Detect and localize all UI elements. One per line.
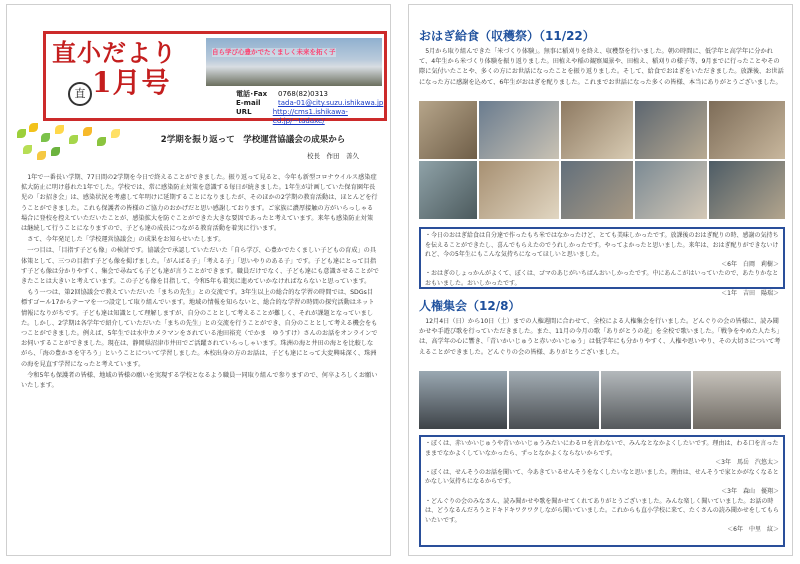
photo (635, 161, 707, 219)
paragraph: 12月4日（日）から10日（土）までの人権週間に合わせて、全校による人権集会を行いました。どんぐりの会の皆様に、読み聞かせや手遊び歌を行っていただきました。また、11月の今月の歌「ありがとうの花」を全校で歌いました。「戦争をやめた人たち」は、高学年の心に響き、「青いかいじゅうと赤いかいじゅう」は低学年にも分かりやすく、人権や思いやり、その大切さについて考えることができました。どんぐりの会の皆様、ありがとうございました。 (419, 318, 783, 356)
photo (709, 161, 785, 219)
paragraph: 5月から取り組んできた「米づくり体験」。無事に稲刈りを終え、収穫祭を行いました。朝の時間に、低学年と高学年に分かれて、4年生から米づくり体験を振り返りました。田植えや稲の観察風景や、田植え、稲刈りの様子等、9月までに行ったことやその際に気付いたことや、多くの方にお世話になったことを振り返りました。そして、給食でおはぎをいただきました。放課後、お世話になった方に感謝を込めて、6年生がおはぎを配りました。これまでお世話になった多くの皆様、本当にありがとうございました。 (419, 48, 784, 86)
comment-signature: ＜3年 森山 優翔＞ (721, 487, 779, 495)
paragraph: もう一つは、第2回協議会で教えていただいた「まちの先生」との交流です。3年生以上の総合的な学習の時間では、SDGs目標すゴール17からテーマを一つ設定して取り組んでいます。地域の情報を知らないと、総合的な学習の時間の探究活動はネット情報になりがちです。子ども達は知識として理解しますが、自分のこととして考えることが難しく、それが課題となっていました。しかし、2学期は各学年で紹介していただいた「まちの先生」との交流を行うことができ、自分のこととして考える機会をもつことができました。例えば、5年生では水中カメラマンをされている池田裕充（でかま ゆうすけ）さんのお話をオンラインでお伺いすることができました。現在は、静岡県沼津市井田でご活躍されていらっしゃいます。珠洲の海と井田の海とを比較しながら、「海の豊かさを守ろう」ということについて学習しました。本校出身の方のお話は、子ども達にとって大変興味深く、珠洲の海を見直す学習になったと考えています。 (21, 289, 378, 368)
comment-line: ・おはぎのしょっかんがよくて、ぼくは、ゴマのあじがいちばんおいしかったです。中にあんこがはいっていたので、あたりかなとおもいました。おいしかったです。 (425, 270, 779, 287)
photo (601, 371, 691, 429)
photo (419, 371, 507, 429)
school-slogan: 自ら学び心豊かでたくましく未来を拓く子 (212, 48, 336, 56)
comment-signature: ＜1年 吉田 陽瑞＞ (721, 289, 779, 297)
title-line-1: 直小だより (52, 38, 177, 67)
school-photo (206, 38, 382, 86)
email-label: E-mail (236, 99, 261, 107)
photo (693, 371, 781, 429)
photo (419, 161, 477, 219)
comment-box-ohagi (419, 227, 785, 297)
left-page (6, 4, 391, 556)
right-page (408, 4, 793, 556)
tel-value: 0768(82)0313 (278, 90, 328, 98)
comment-box-jinken (419, 435, 785, 547)
comment-signature: ＜6年 白岡 莉樹＞ (721, 260, 779, 268)
section-text-jinken (419, 317, 785, 358)
email-link[interactable]: tada-01@city.suzu.ishikawa.jp (278, 99, 384, 107)
contact-info (236, 90, 384, 126)
decorative-leaves-icon (15, 123, 133, 167)
article-title: 2学期を振り返って 学校運営協議会の成果から (160, 135, 346, 145)
comment-line: ・ぼくは、せんそうのお話を聞いて、今あきているせんそうをなくしたいなと思いました。理由は、せんそうで家とかがなくなるとかなしい気持ちになるからです。 (425, 468, 779, 486)
section-text-ohagi (419, 47, 785, 88)
photo (561, 161, 633, 219)
comment-line: ・今日のおはぎ給食は自分達で作ったもち米ではなかったけど、とても美味しかったです。放課後のおはぎ配りの時、感謝の気持ちを伝えることができたし、喜んでもらえたのでうれしかったです。やってよかったと思いました。来年は、おはぎ配りができないけれど、今の5年生にもこんな気持ちになってほしいと思いました。 (425, 232, 779, 259)
paragraph: 1年で一番長い学期、77日間の2学期を今日で終えることができました。振り返って見ると、今年も新型コロナウイルス感染症拡大防止に明け暮れた1年でした。学校では、常に感染防止対策を意識する毎日が続きました。1年生が計画していた保育園年長児の「お招き会」は、感染状況を考慮して年明けに延期することになりましたが、そのほかの2学期の教育活動は、ほとんどを行うことができました。これも保護者の皆様のご協力のおかげだと思い感謝しております。ご家族に濃厚接触の方がいらっしゃる場合に登校を控えていただいたことが、感染拡大を防ぐことができた大きな要因であったと考えています。来年も感染防止対策は継続して行うことになりますので、子ども達の成長につながる教育活動を着実に行います。 (21, 174, 378, 233)
article-author: 校長 作田 善久 (307, 152, 359, 160)
section-heading-ohagi: おはぎ給食（収穫祭）（11/22） (419, 29, 595, 43)
photo (709, 101, 785, 159)
photo-grid-ohagi (419, 101, 785, 219)
photo (479, 161, 559, 219)
photo (509, 371, 599, 429)
article-body (21, 173, 379, 392)
school-seal-icon: 直 (68, 82, 92, 106)
paragraph: 一つ目は、「目指す子ども像」の検討です。協議会で承認していただいた「自ら学び、心豊かでたくましい子どもの育成」の具体策として、三つの目指す子ども像を掲げました。「がんばる子」「考える子」「思いやりのある子」です。子ども達にとって目指す子ども像は分かりやすく、集会で尋ねても子ども達が言うことができます。職員だけでなく、子ども達にも意識させることができたことは大きいと考えています。この子ども像を目指して、令和5年も着実に進めていかなければならないと思っています。 (21, 247, 379, 286)
photo (479, 101, 559, 159)
title-line-2: 1月号 (92, 66, 171, 99)
photo-strip-jinken (419, 371, 785, 429)
photo (561, 101, 633, 159)
comment-line: ・ぼくは、赤いかいじゅうや青いかいじゅうみたいにわるロを言わないで、みんなとなかよくしたいです。理由は、わる口を言ったままでなかよくしていなかったら、ずっとなかよくならないからです。 (425, 440, 779, 457)
masthead (43, 31, 387, 125)
photo (635, 101, 707, 159)
url-link[interactable]: http://cms1.ishikawa-ed.jp/~tadaxe/ (272, 108, 348, 125)
url-label: URL (236, 108, 252, 116)
photo (419, 101, 477, 159)
paragraph: 令和5年も保護者の皆様、地域の皆様の願いを実現する学校となるよう職員一同取り組んで参りますので、何卒よろしくお願いいたします。 (21, 371, 378, 390)
comment-signature: ＜3年 馬岳 汽悠太＞ (715, 459, 779, 467)
comment-signature: ＜6年 中里 紋＞ (727, 526, 779, 534)
paragraph: さて、今年発足した「学校運営協議会」の成果をお知らせいたします。 (27, 236, 225, 244)
tel-label: 電話･Fax (236, 90, 268, 98)
comment-line: ・どんぐりの会のみなさん、読み聞かせや歌を聞かせてくれてありがとうございました。みんな楽しく聞いていました。お話の時は、どうなるんだろうとドキドキワクワクしながら聞いていました。これからも直小学校に来て、たくさんの読み聞かせをしてもらいたいです。 (425, 497, 779, 524)
section-heading-jinken: 人権集会（12/8） (419, 299, 521, 313)
